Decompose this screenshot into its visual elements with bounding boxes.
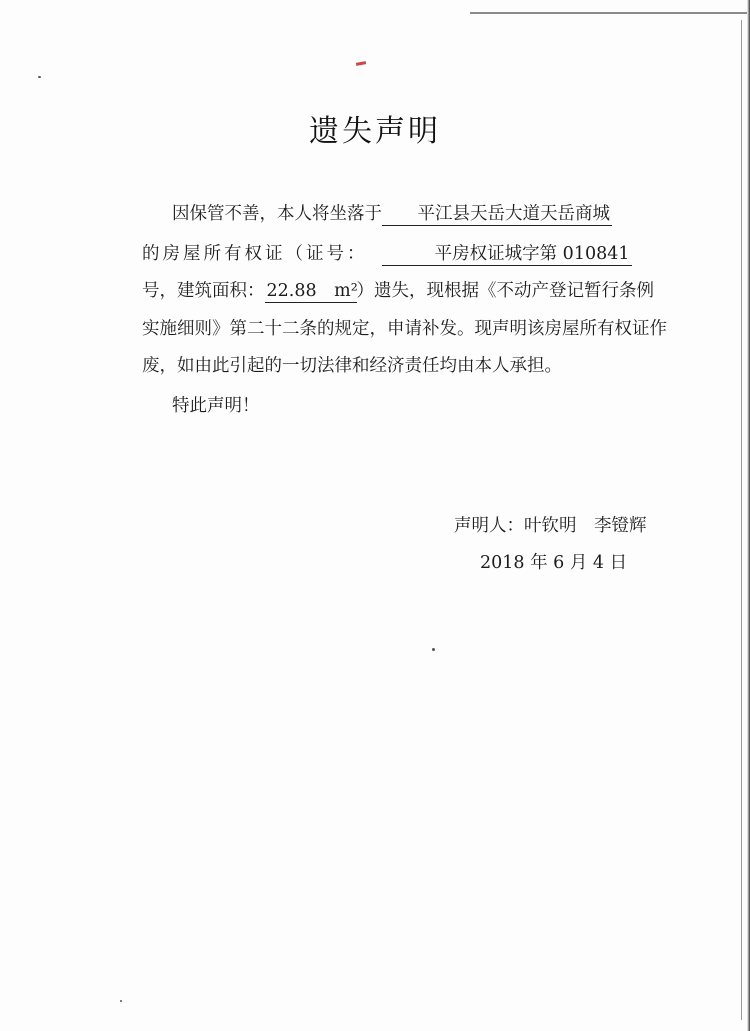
declarant-names: 声明人：叶钦明 李镫辉 xyxy=(454,516,647,536)
scan-speck xyxy=(38,76,41,78)
declaration-date: 2018 年 6 月 4 日 xyxy=(480,553,628,573)
closing-statement: 特此声明！ xyxy=(172,396,260,416)
line2-prefix: 的房屋所有权证（证号： xyxy=(142,244,368,264)
scan-speck xyxy=(432,648,435,651)
paragraph-line-4: 实施细则》第二十二条的规定，申请补发。现声明该房屋所有权证作 xyxy=(142,319,667,339)
line3-suffix: ）遗失，现根据《不动产登记暂行条例 xyxy=(356,281,654,301)
red-mark xyxy=(356,61,366,66)
paragraph-line-5: 废，如由此引起的一切法律和经济责任均由本人承担。 xyxy=(142,356,562,376)
scan-speck xyxy=(120,1000,122,1002)
paragraph-line-1 xyxy=(172,200,612,226)
scan-edge-line xyxy=(741,20,742,1020)
cert-number-field: 平房权证城字第 010841 xyxy=(382,240,632,266)
document-title: 遗失声明 xyxy=(309,114,441,149)
line1-prefix: 因保管不善，本人将坐落于 xyxy=(172,204,382,224)
paragraph-line-2 xyxy=(142,240,632,266)
location-field: 平江县天岳大道天岳商城 xyxy=(382,200,612,226)
paragraph-line-3 xyxy=(142,277,654,303)
line3-prefix: 号，建筑面积： xyxy=(142,281,265,301)
area-field: 22.88 m² xyxy=(265,277,357,303)
scan-edge-top xyxy=(470,12,750,14)
